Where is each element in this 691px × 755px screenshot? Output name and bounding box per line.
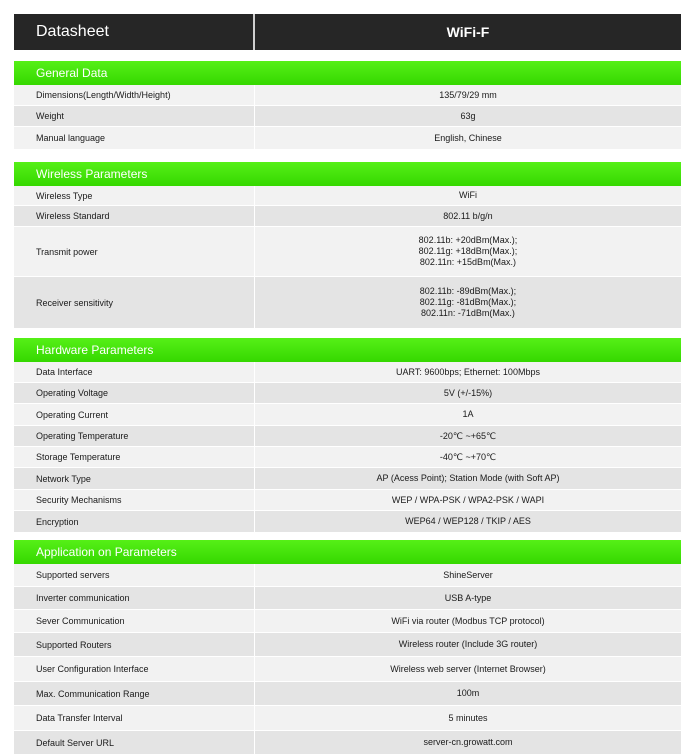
row-value: ShineServer xyxy=(443,569,493,580)
header-product-name: WiFi-F xyxy=(446,24,490,40)
row-value: AP (Acess Point); Station Mode (with Soft AP) xyxy=(376,473,560,483)
row-label: Manual language xyxy=(14,127,255,149)
datasheet-header xyxy=(14,14,681,50)
row-label: User Configuration Interface xyxy=(14,657,255,681)
row-value: server-cn.growatt.com xyxy=(423,737,513,747)
row-label: Operating Voltage xyxy=(14,383,255,403)
row-label: Network Type xyxy=(14,468,255,489)
section-title: Wireless Parameters xyxy=(14,162,681,186)
row-label: Operating Current xyxy=(14,404,255,425)
header-left-title: Datasheet xyxy=(36,23,109,40)
table-row xyxy=(14,731,681,755)
section-general-data xyxy=(14,61,681,150)
row-label: Wireless Standard xyxy=(14,206,255,226)
section-hardware-parameters xyxy=(14,338,681,533)
table-row xyxy=(14,383,681,404)
table-row xyxy=(14,682,681,706)
row-value: WiFi xyxy=(459,190,477,200)
table-row xyxy=(14,426,681,447)
table-row xyxy=(14,277,681,329)
section-application-parameters xyxy=(14,540,681,755)
row-value: 100m xyxy=(456,688,480,698)
row-label: Security Mechanisms xyxy=(14,490,255,510)
table-row xyxy=(14,468,681,490)
row-label: Operating Temperature xyxy=(14,426,255,446)
row-value-line: 802.11b: -89dBm(Max.); xyxy=(419,286,517,296)
table-row xyxy=(14,706,681,731)
row-value: English, Chinese xyxy=(434,132,502,143)
row-label: Max. Communication Range xyxy=(14,682,255,705)
row-label: Default Server URL xyxy=(14,731,255,754)
section-title: General Data xyxy=(14,61,681,85)
table-row xyxy=(14,587,681,610)
row-value: 135/79/29 mm xyxy=(439,89,497,100)
table-row xyxy=(14,206,681,227)
row-value: WEP64 / WEP128 / TKIP / AES xyxy=(405,516,531,526)
row-value: 63g xyxy=(460,110,476,121)
table-row xyxy=(14,564,681,587)
table-row xyxy=(14,127,681,150)
section-title: Application on Parameters xyxy=(14,540,681,564)
row-label: Supported Routers xyxy=(14,633,255,656)
row-value xyxy=(255,277,681,328)
row-value: 5 minutes xyxy=(448,712,488,723)
row-label: Wireless Type xyxy=(14,186,255,205)
row-value: 5V (+/-15%) xyxy=(443,387,493,398)
table-row xyxy=(14,490,681,511)
row-value-line: 802.11n: -71dBm(Max.) xyxy=(421,308,515,318)
row-value: 802.11 b/g/n xyxy=(443,210,493,221)
row-value: Wireless web server (Internet Browser) xyxy=(390,663,546,674)
row-label: Inverter communication xyxy=(14,587,255,609)
table-row xyxy=(14,227,681,277)
table-row xyxy=(14,610,681,633)
row-label: Weight xyxy=(14,106,255,126)
row-label: Dimensions(Length/Width/Height) xyxy=(14,85,255,105)
row-value-line: 802.11n: +15dBm(Max.) xyxy=(419,257,517,267)
table-row xyxy=(14,657,681,682)
row-label: Sever Communication xyxy=(14,610,255,632)
row-value: 1A xyxy=(462,409,474,419)
row-value: WiFi via router (Modbus TCP protocol) xyxy=(391,615,545,626)
row-value: -20℃ ~+65℃ xyxy=(439,430,497,441)
table-row xyxy=(14,511,681,533)
row-value-line: 802.11g: -81dBm(Max.); xyxy=(419,297,517,307)
row-value: Wireless router (Include 3G router) xyxy=(398,639,538,649)
row-label: Transmit power xyxy=(14,227,255,276)
section-title: Hardware Parameters xyxy=(14,338,681,362)
row-value: UART: 9600bps; Ethernet: 100Mbps xyxy=(396,366,540,377)
table-row xyxy=(14,186,681,206)
row-value xyxy=(255,227,681,276)
section-rows xyxy=(14,85,681,150)
row-label: Supported servers xyxy=(14,564,255,586)
section-rows xyxy=(14,564,681,755)
table-row xyxy=(14,633,681,657)
row-label: Data Transfer Interval xyxy=(14,706,255,730)
section-wireless-parameters xyxy=(14,162,681,329)
row-value-line: 802.11b: +20dBm(Max.); xyxy=(418,235,518,245)
row-label: Storage Temperature xyxy=(14,447,255,467)
section-rows xyxy=(14,362,681,533)
row-value-line: 802.11g: +18dBm(Max.); xyxy=(418,246,518,256)
table-row xyxy=(14,85,681,106)
table-row xyxy=(14,447,681,468)
table-row xyxy=(14,362,681,383)
row-value: USB A-type xyxy=(444,592,492,603)
row-label: Data Interface xyxy=(14,362,255,382)
table-row xyxy=(14,404,681,426)
row-value: WEP / WPA-PSK / WPA2-PSK / WAPI xyxy=(391,494,545,505)
row-value: -40℃ ~+70℃ xyxy=(439,451,497,462)
table-row xyxy=(14,106,681,127)
row-label: Receiver sensitivity xyxy=(14,277,255,328)
section-rows xyxy=(14,186,681,329)
row-label: Encryption xyxy=(14,511,255,532)
